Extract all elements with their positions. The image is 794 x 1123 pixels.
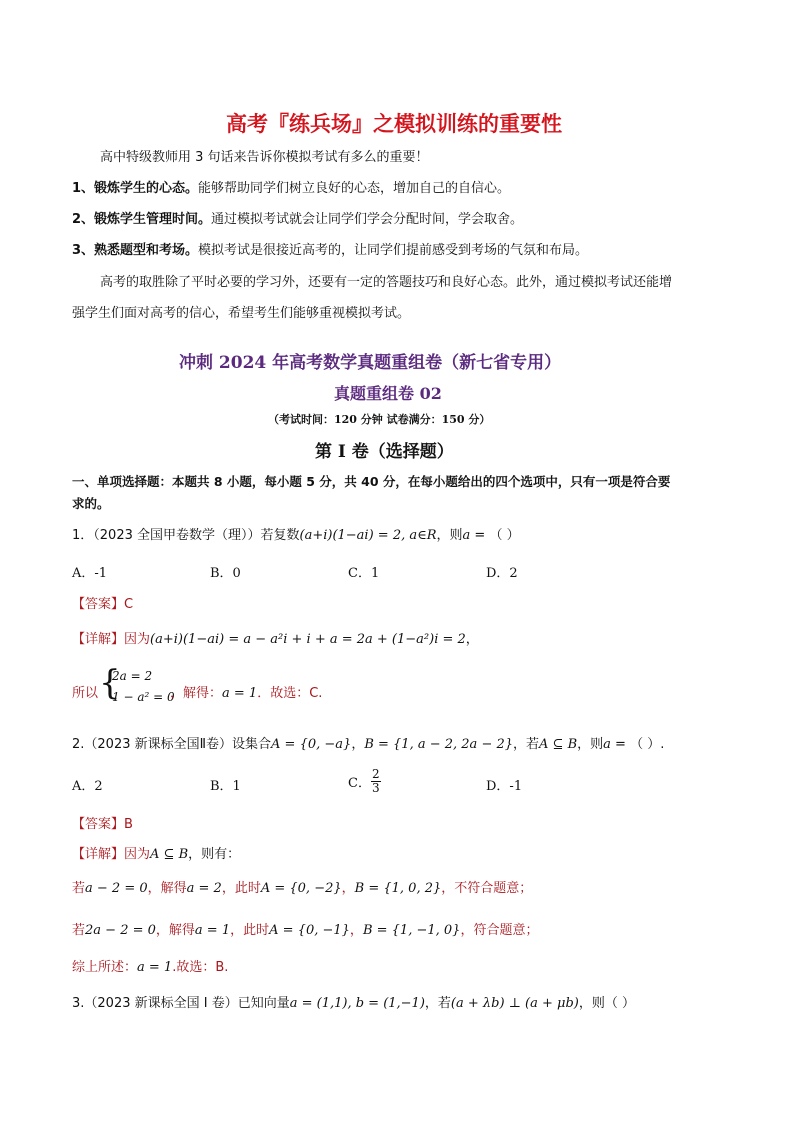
q3-stem-mid: ，若	[424, 996, 451, 1011]
q1-detail-math: (a+i)(1−ai) = a − a²i + i + a = 2a + (1−a²)i = 2	[150, 632, 466, 647]
math: 2a − 2 = 0	[85, 923, 156, 938]
exam-title: 冲刺 2024 年高考数学真题重组卷（新七省专用）	[179, 353, 562, 373]
q1-answer	[72, 593, 133, 612]
q2-option-b: B．1	[210, 779, 241, 794]
frac-den: 3	[371, 781, 380, 795]
q1-sys-tail	[170, 682, 322, 701]
q2-case2	[72, 919, 538, 938]
intro-point-2	[72, 208, 523, 227]
text: ，解得	[155, 923, 195, 938]
math: a = 2	[186, 881, 222, 896]
q1-option-d: D．2	[486, 566, 518, 581]
math: B = {1, −1, 0}	[362, 923, 461, 938]
q2-answer	[72, 813, 133, 832]
math: B = {1, 0, 2}	[354, 881, 442, 896]
q1-option-a: A．-1	[72, 566, 108, 581]
volume-title: 第 I 卷（选择题）	[315, 442, 454, 462]
math: A = {0, −1}	[269, 923, 350, 938]
q2-option-d: D．-1	[486, 779, 523, 794]
text: ，符合题意；	[460, 923, 539, 938]
q1-stem-prefix: 1．（2023 全国甲卷数学（理））若复数	[72, 528, 300, 543]
q2-set-a: A = {0, −a}	[271, 737, 352, 752]
q2-detail-prefix: 因为	[124, 847, 151, 862]
system-brace: {	[99, 663, 121, 703]
q1-sys-prefix: 所以	[72, 686, 99, 701]
q3-stem-prefix: 3.（2023 新课标全国 Ⅰ 卷）已知向量	[72, 996, 290, 1011]
q3-cond: (a + λb) ⊥ (a + μb)	[450, 996, 579, 1011]
point-head: 3、熟悉题型和考场。	[72, 243, 199, 258]
q1-sys-row2: 1 − a² = 0	[112, 690, 175, 704]
text: ，此时	[221, 881, 261, 896]
text: 若	[72, 881, 86, 896]
answer-tag: 【答案】	[72, 817, 125, 832]
text: ，此时	[230, 923, 270, 938]
text: .故选：B.	[172, 960, 229, 975]
math: a = 1	[194, 923, 231, 938]
q2-detail-suffix: ，则有：	[188, 847, 241, 862]
intro-closing-2: 强学生们面对高考的信心，希望考生们能够重视模拟考试。	[72, 306, 411, 321]
math: a − 2 = 0	[85, 881, 148, 896]
q1-stem-var: a	[462, 528, 471, 543]
q1-option-b: B．0	[210, 566, 241, 581]
q1-stem	[72, 524, 520, 543]
point-body: 模拟考试是很接近高考的，让同学们提前感受到考场的气氛和布局。	[198, 243, 589, 258]
q2-stem-prefix: 2.（2023 新课标全国Ⅱ卷）设集合	[72, 737, 272, 752]
q2-detail	[72, 843, 240, 862]
detail-tag: 【详解】	[72, 632, 125, 647]
intro-title: 高考『练兵场』之模拟训练的重要性	[226, 112, 562, 136]
q1-detail	[72, 628, 479, 647]
q2-case1	[72, 877, 532, 896]
q1-stem-suffix: = （ ）	[470, 528, 520, 543]
math: A = {0, −2}	[260, 881, 342, 896]
q2-stem-mid: ，若	[513, 737, 540, 752]
q2-option-c-label: C．	[348, 776, 371, 791]
answer-value: C	[124, 597, 134, 612]
text: 综上所述：	[72, 960, 138, 975]
point-body: 通过模拟考试就会让同学们学会分配时间，学会取舍。	[211, 212, 524, 227]
section-heading-line2: 求的。	[72, 496, 110, 511]
q1-sys-end: ．故选：C.	[257, 686, 323, 701]
q2-stem-var: a	[603, 737, 611, 752]
q1-sys-row1: 2a = 2	[112, 669, 153, 683]
q1-sys-after: ，解得：	[170, 686, 223, 701]
text: ，	[349, 923, 363, 938]
q2-option-a: A．2	[72, 779, 103, 794]
q3-vecs: a = (1,1), b = (1,−1)	[289, 996, 425, 1011]
q2-summary	[72, 956, 228, 975]
q3-stem-suffix: ，则（ ）	[578, 996, 635, 1011]
text: ，解得	[147, 881, 187, 896]
intro-point-3	[72, 239, 588, 258]
q1-stem-math: (a+i)(1−ai) = 2, a∈R	[299, 528, 437, 543]
section-heading-line1: 一、单项选择题：本题共 8 小题，每小题 5 分，共 40 分，在每小题给出的四个选项中，只有一项是符合要	[72, 474, 671, 489]
q2-stem-end: ，则	[577, 737, 604, 752]
q2-cond: A ⊆ B	[539, 737, 578, 752]
text: ，	[341, 881, 355, 896]
point-body: 能够帮助同学们树立良好的心态，增加自己的自信心。	[198, 181, 511, 196]
q1-detail-prefix: 因为	[124, 632, 151, 647]
frac-num: 2	[371, 767, 380, 781]
intro-point-1	[72, 177, 510, 196]
point-head: 2、锻炼学生管理时间。	[72, 212, 212, 227]
answer-tag: 【答案】	[72, 597, 125, 612]
q2-stem: 2.（2023 新课标全国Ⅱ卷）设集合A = {0, −a}，B = {1, a − 2, 2a − 2}，若A ⊆ B，则a = （ ）.	[72, 737, 665, 752]
text: ，不符合题意；	[441, 881, 533, 896]
q1-stem-mid: ，则	[436, 528, 463, 543]
math: a = 1	[137, 960, 173, 975]
point-head: 1、锻炼学生的心态。	[72, 181, 199, 196]
q2-stem-suffix: = （ ）.	[610, 737, 665, 752]
text: 若	[72, 923, 86, 938]
q1-sys-result: a = 1	[222, 686, 258, 701]
q2-detail-cond: A ⊆ B	[150, 847, 189, 862]
q1-option-c: C．1	[348, 566, 380, 581]
fraction-two-thirds	[371, 768, 381, 795]
q1-detail-suffix: ，	[465, 632, 479, 647]
intro-lead: 高中特级教师用 3 句话来告诉你模拟考试有多么的重要！	[100, 150, 429, 165]
answer-value: B	[124, 817, 133, 832]
exam-info: （考试时间：120 分钟 试卷满分：150 分）	[268, 413, 491, 426]
q2-set-b: B = {1, a − 2, 2a − 2}	[364, 737, 514, 752]
q3-stem	[72, 992, 635, 1011]
detail-tag: 【详解】	[72, 847, 125, 862]
intro-closing-1: 高考的取胜除了平时必要的学习外，还要有一定的答题技巧和良好心态。此外，通过模拟考试还能增	[100, 275, 673, 290]
exam-subtitle: 真题重组卷 02	[334, 384, 442, 403]
q2-option-c	[348, 768, 381, 795]
